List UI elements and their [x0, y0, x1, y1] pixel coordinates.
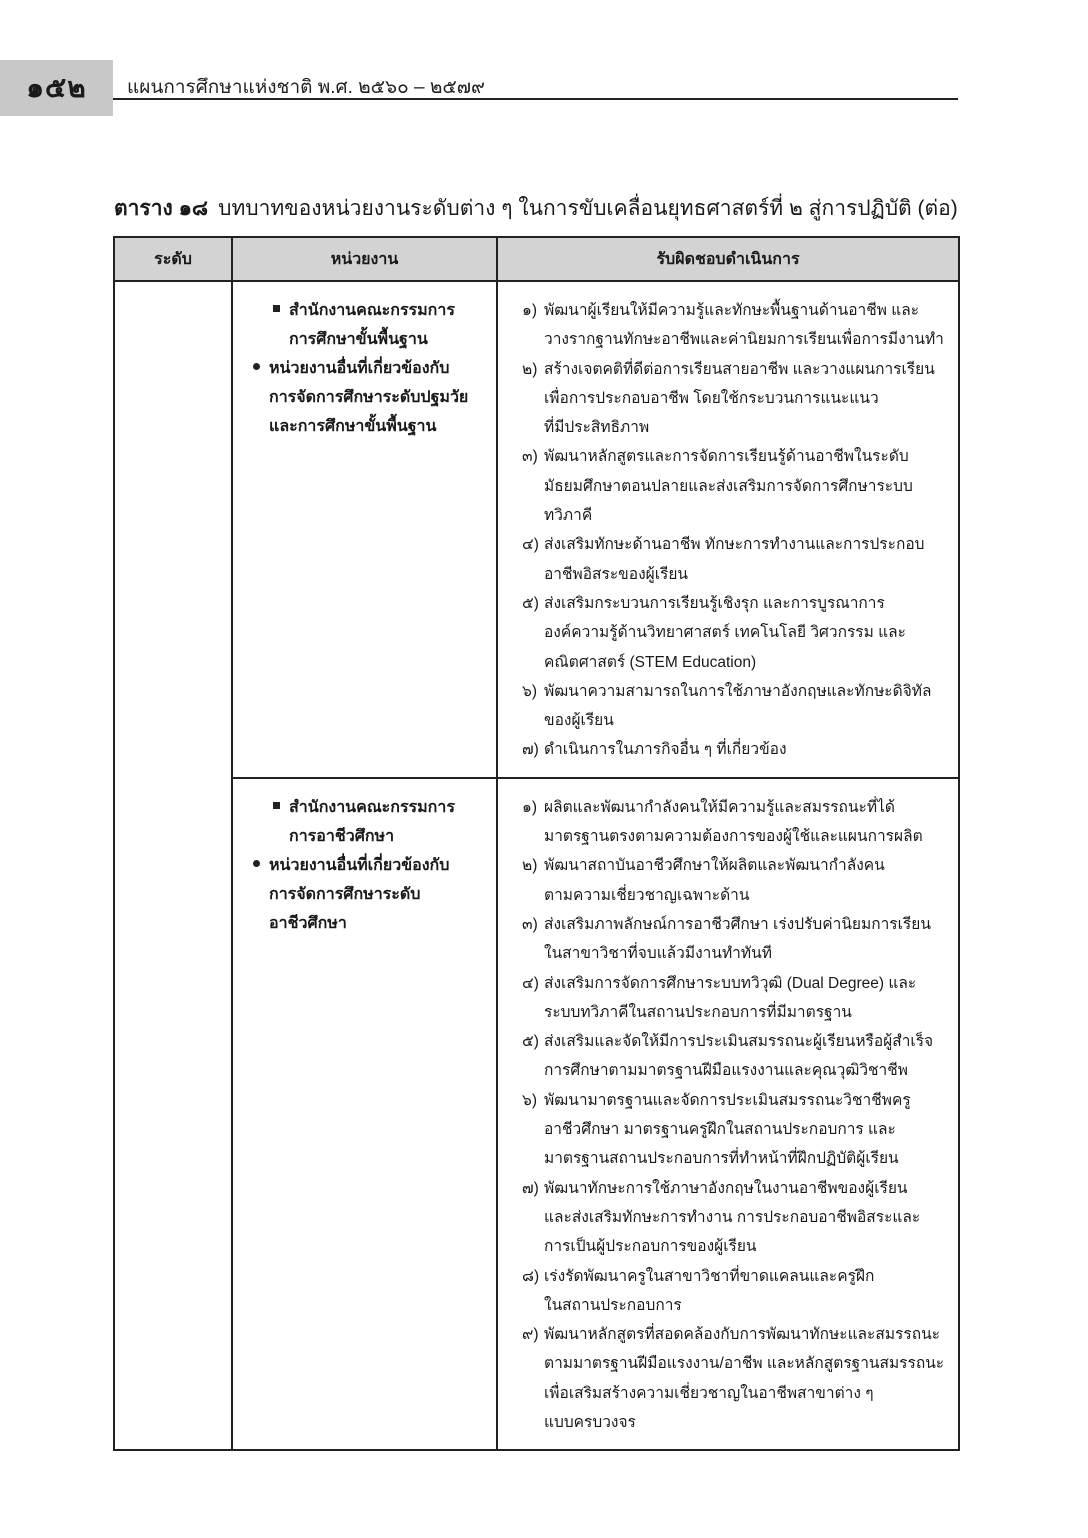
item-text — [544, 1174, 948, 1262]
responsibility-list — [498, 779, 958, 1450]
item-text-line: ตามมาตรฐานฝีมือแรงงาน/อาชีพ และหลักสูตรฐานสมรรถนะ — [544, 1355, 945, 1373]
table-caption — [114, 192, 964, 225]
item-text — [544, 735, 948, 764]
item-text-line: สร้างเจตคติที่ดีต่อการเรียนสายอาชีพ และวางแผนการเรียน — [544, 360, 935, 378]
primary-unit-line — [243, 325, 486, 354]
item-text — [544, 296, 948, 355]
item-text — [544, 355, 948, 443]
item-text-line: ส่งเสริมทักษะด้านอาชีพ ทักษะการทำงานและการประกอบ — [544, 536, 925, 554]
unit-text: หน่วยงานอื่นที่เกี่ยวข้องกับ — [269, 360, 450, 377]
list-item — [522, 851, 948, 910]
list-item — [522, 1027, 948, 1086]
list-item — [522, 1320, 948, 1437]
secondary-unit-line — [243, 383, 486, 412]
header-rule — [113, 98, 958, 100]
list-item — [522, 296, 948, 355]
item-text-line: ส่งเสริมและจัดให้มีการประเมินสมรรถนะผู้เรียนหรือผู้สำเร็จ — [544, 1033, 934, 1051]
item-number: ๙) — [522, 1326, 539, 1344]
header-responsibility: รับผิดชอบดำเนินการ — [497, 237, 959, 281]
bullet — [243, 383, 269, 412]
unit-text: หน่วยงานอื่นที่เกี่ยวข้องกับ — [269, 856, 450, 874]
item-text-line: ส่งเสริมภาพลักษณ์การอาชีวศึกษา เร่งปรับค่านิยมการเรียน — [544, 915, 931, 933]
square-bullet-icon — [273, 305, 280, 312]
unit-text: สำนักงานคณะกรรมการ — [289, 798, 455, 816]
list-item — [522, 1086, 948, 1174]
item-text — [544, 530, 948, 589]
item-text-line: การเป็นผู้ประกอบการของผู้เรียน — [544, 1238, 757, 1256]
item-text-line: มาตรฐานสถานประกอบการที่ทำหน้าที่ฝึกปฏิบัติผู้เรียน — [544, 1150, 899, 1168]
item-text-line: เร่งรัดพัฒนาครูในสาขาวิชาที่ขาดแคลนและครูฝึก — [544, 1267, 875, 1285]
bullet — [243, 909, 269, 938]
item-text — [544, 677, 948, 736]
item-text-line: และส่งเสริมทักษะการทำงาน การประกอบอาชีพอิสระและ — [544, 1208, 921, 1226]
responsibility-cell — [497, 281, 959, 778]
round-bullet-icon — [253, 363, 260, 370]
list-item — [522, 735, 948, 764]
item-text-line: ระบบทวิภาคีในสถานประกอบการที่มีมาตรฐาน — [544, 1003, 852, 1021]
item-text — [544, 851, 948, 910]
primary-unit-line — [243, 793, 486, 822]
running-header: แผนการศึกษาแห่งชาติ พ.ศ. ๒๕๖๐ – ๒๕๗๙ — [127, 77, 485, 98]
list-item — [522, 442, 948, 530]
item-text-line: พัฒนาสถาบันอาชีวศึกษาให้ผลิตและพัฒนากำลังคน — [544, 857, 885, 875]
item-text-line: มัธยมศึกษาตอนปลายและส่งเสริมการจัดการศึกษาระบบ — [544, 477, 913, 495]
item-text-line: พัฒนาผู้เรียนให้มีความรู้และทักษะพื้นฐานด้านอาชีพ และ — [544, 302, 920, 319]
item-number: ๒) — [522, 857, 538, 875]
caption-text: บทบาทของหน่วยงานระดับต่าง ๆ ในการขับเคลื่อนยุทธศาสตร์ที่ ๒ สู่การปฏิบัติ (ต่อ) — [218, 197, 958, 220]
item-text-line: เพื่อเสริมสร้างความเชี่ยวชาญในอาชีพสาขาต่าง ๆ — [544, 1384, 874, 1402]
item-text-line: อาชีวศึกษา มาตรฐานครูฝึกในสถานประกอบการ และ — [544, 1121, 896, 1139]
item-number: ๘) — [522, 1267, 540, 1285]
list-item — [522, 1262, 948, 1321]
unit-text: และการศึกษาขั้นพื้นฐาน — [269, 418, 437, 435]
list-item — [522, 355, 948, 443]
unit-text: การศึกษาขั้นพื้นฐาน — [289, 331, 428, 348]
item-text-line: พัฒนาความสามารถในการใช้ภาษาอังกฤษและทักษะดิจิทัล — [544, 682, 932, 700]
list-item — [522, 969, 948, 1028]
header-level: ระดับ — [114, 237, 232, 281]
item-text-line: ในสาขาวิชาที่จบแล้วมีงานทำทันที — [544, 945, 772, 963]
item-number: ๗) — [522, 1179, 539, 1197]
round-bullet-icon — [253, 860, 260, 867]
item-number: ๓) — [522, 915, 538, 933]
item-text-line: ส่งเสริมกระบวนการเรียนรู้เชิงรุก และการบูรณาการ — [544, 594, 885, 612]
item-text-line: พัฒนาหลักสูตรและการจัดการเรียนรู้ด้านอาชีพในระดับ — [544, 448, 909, 466]
primary-unit-line — [243, 296, 486, 325]
item-text-line: องค์ความรู้ด้านวิทยาศาสตร์ เทคโนโลยี วิศวกรรม และ — [544, 624, 906, 642]
bullet — [243, 354, 269, 383]
bullet — [263, 822, 289, 851]
item-text-line: เพื่อการประกอบอาชีพ โดยใช้กระบวนการแนะแนว — [544, 389, 879, 407]
item-text — [544, 1027, 948, 1086]
item-text — [544, 793, 948, 852]
responsibility-list — [498, 282, 958, 777]
bullet — [263, 793, 289, 822]
secondary-unit-line — [243, 880, 486, 909]
unit-text: สำนักงานคณะกรรมการ — [289, 302, 455, 319]
caption-label: ตาราง ๑๘ — [114, 197, 209, 220]
item-number: ๑) — [522, 302, 538, 319]
unit-text: การจัดการศึกษาระดับปฐมวัย — [269, 389, 469, 406]
item-text-line: ของผู้เรียน — [544, 712, 614, 730]
item-text-line: ผลิตและพัฒนากำลังคนให้มีความรู้และสมรรถนะที่ได้ — [544, 798, 895, 816]
item-text-line: มาตรฐานตรงตามความต้องการของผู้ใช้และแผนการผลิต — [544, 828, 923, 846]
square-bullet-icon — [273, 802, 280, 809]
secondary-unit-line — [243, 354, 486, 383]
item-text-line: วางรากฐานทักษะอาชีพและค่านิยมการเรียนเพื่อการมีงานทำ — [544, 331, 944, 349]
table-row — [114, 778, 959, 1451]
item-text-line: อาชีพอิสระของผู้เรียน — [544, 565, 689, 583]
item-text-line: การศึกษาตามมาตรฐานฝีมือแรงงานและคุณวุฒิวิชาชีพ — [544, 1062, 909, 1080]
item-text — [544, 1262, 948, 1321]
item-number: ๔) — [522, 536, 539, 554]
bullet — [243, 412, 269, 441]
item-number: ๒) — [522, 360, 538, 378]
responsibility-cell — [497, 778, 959, 1451]
primary-unit-line — [243, 822, 486, 851]
table-row — [114, 281, 959, 778]
bullet — [263, 296, 289, 325]
level-cell — [114, 281, 232, 1450]
list-item — [522, 910, 948, 969]
item-text-line: ตามความเชี่ยวชาญเฉพาะด้าน — [544, 886, 750, 904]
list-item — [522, 1174, 948, 1262]
bullet — [263, 325, 289, 354]
table-header-row — [114, 237, 959, 281]
unit-text: อาชีวศึกษา — [269, 914, 347, 932]
item-number: ๔) — [522, 974, 539, 992]
item-text — [544, 1086, 948, 1174]
unit-text: การจัดการศึกษาระดับ — [269, 885, 421, 903]
responsibility-table — [113, 236, 960, 1451]
header-unit: หน่วยงาน — [232, 237, 497, 281]
item-text — [544, 969, 948, 1028]
list-item — [522, 589, 948, 677]
item-text-line: ในสถานประกอบการ — [544, 1296, 682, 1314]
item-number: ๗) — [522, 741, 539, 759]
item-number: ๖) — [522, 1091, 538, 1109]
item-text-line: ส่งเสริมการจัดการศึกษาระบบทวิวุฒิ (Dual Degree) และ — [544, 974, 917, 992]
unit-cell — [232, 778, 497, 1451]
item-text-line: พัฒนาหลักสูตรที่สอดคล้องกับการพัฒนาทักษะและสมรรถนะ — [544, 1326, 941, 1344]
item-text-line: ที่มีประสิทธิภาพ — [544, 419, 650, 437]
list-item — [522, 530, 948, 589]
item-text — [544, 910, 948, 969]
item-text — [544, 589, 948, 677]
item-number: ๕) — [522, 1033, 539, 1051]
item-text-line: ดำเนินการในภารกิจอื่น ๆ ที่เกี่ยวข้อง — [544, 741, 787, 759]
item-text-line: คณิตศาสตร์ (STEM Education) — [544, 653, 757, 671]
item-text-line: พัฒนามาตรฐานและจัดการประเมินสมรรถนะวิชาชีพครู — [544, 1091, 911, 1109]
item-number: ๑) — [522, 798, 538, 816]
unit-cell — [232, 281, 497, 778]
secondary-unit-line — [243, 851, 486, 880]
unit-text: การอาชีวศึกษา — [289, 827, 395, 845]
item-text — [544, 1320, 948, 1437]
item-text-line: ทวิภาคี — [544, 507, 593, 525]
item-number: ๓) — [522, 448, 538, 466]
bullet — [243, 851, 269, 880]
list-item — [522, 677, 948, 736]
bullet — [243, 880, 269, 909]
item-text — [544, 442, 948, 530]
item-number: ๕) — [522, 594, 539, 612]
page-number: ๑๕๒ — [0, 60, 113, 116]
item-text-line: พัฒนาทักษะการใช้ภาษาอังกฤษในงานอาชีพของผู้เรียน — [544, 1179, 908, 1197]
item-text-line: แบบครบวงจร — [544, 1413, 636, 1431]
secondary-unit-line — [243, 909, 486, 938]
secondary-unit-line — [243, 412, 486, 441]
item-number: ๖) — [522, 682, 538, 700]
list-item — [522, 793, 948, 852]
